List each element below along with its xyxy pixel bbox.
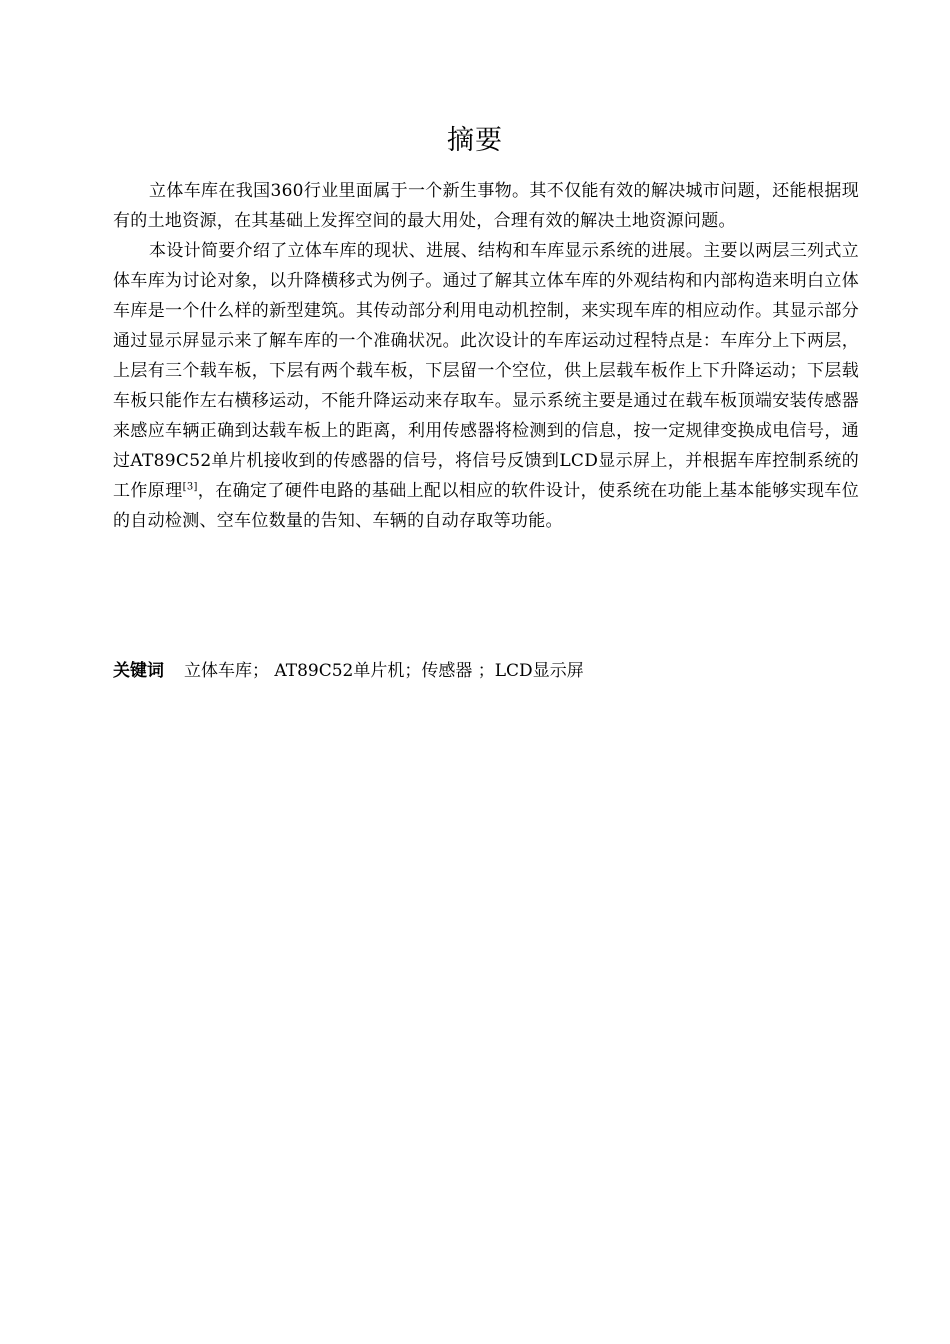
abstract-body xyxy=(113,176,859,536)
keywords-label: 关键词 xyxy=(113,661,164,681)
abstract-paragraph-1: 立体车库在我国360行业里面属于一个新生事物。其不仅能有效的解决城市问题，还能根据现有的土地资源，在其基础上发挥空间的最大用处，合理有效的解决土地资源问题。 xyxy=(113,181,859,231)
paragraph-2-text-before-ref: 本设计简要介绍了立体车库的现状、进展、结构和车库显示系统的进展。主要以两层三列式立体车库为讨论对象，以升降横移式为例子。通过了解其立体车库的外观结构和内部构造来明白立体车库是一个什么样的新型建筑。其传动部分利用电动机控制，来实现车库的相应动作。其显示部分通过显示屏显示来了解车库的一个准确状况。此次设计的车库运动过程特点是：车库分上下两层，上层有三个载车板，下层有两个载车板，下层留一个空位，供上层载车板作上下升降运动；下层载车板只能作左右横移运动，不能升降运动来存取车。显示系统主要是通过在载车板顶端安装传感器来感应车辆正确到达载车板上的距离，利用传感器将检测到的信息，按一定规律变换成电信号，通过AT89C52单片机接收到的传感器的信号，将信号反馈到LCD显示屏上，并根据车库控制系统的工作原理 xyxy=(113,241,859,501)
reference-marker: [3] xyxy=(182,481,198,493)
keywords-line xyxy=(113,656,859,686)
page-title: 摘要 xyxy=(447,125,503,156)
keywords-text: 立体车库； AT89C52单片机；传感器 ；LCD显示屏 xyxy=(184,661,584,681)
abstract-paragraph-2 xyxy=(113,236,859,536)
paragraph-2-text-after-ref: ，在确定了硬件电路的基础上配以相应的软件设计，使系统在功能上基本能够实现车位的自动检测、空车位数量的告知、车辆的自动存取等功能。 xyxy=(113,481,860,531)
